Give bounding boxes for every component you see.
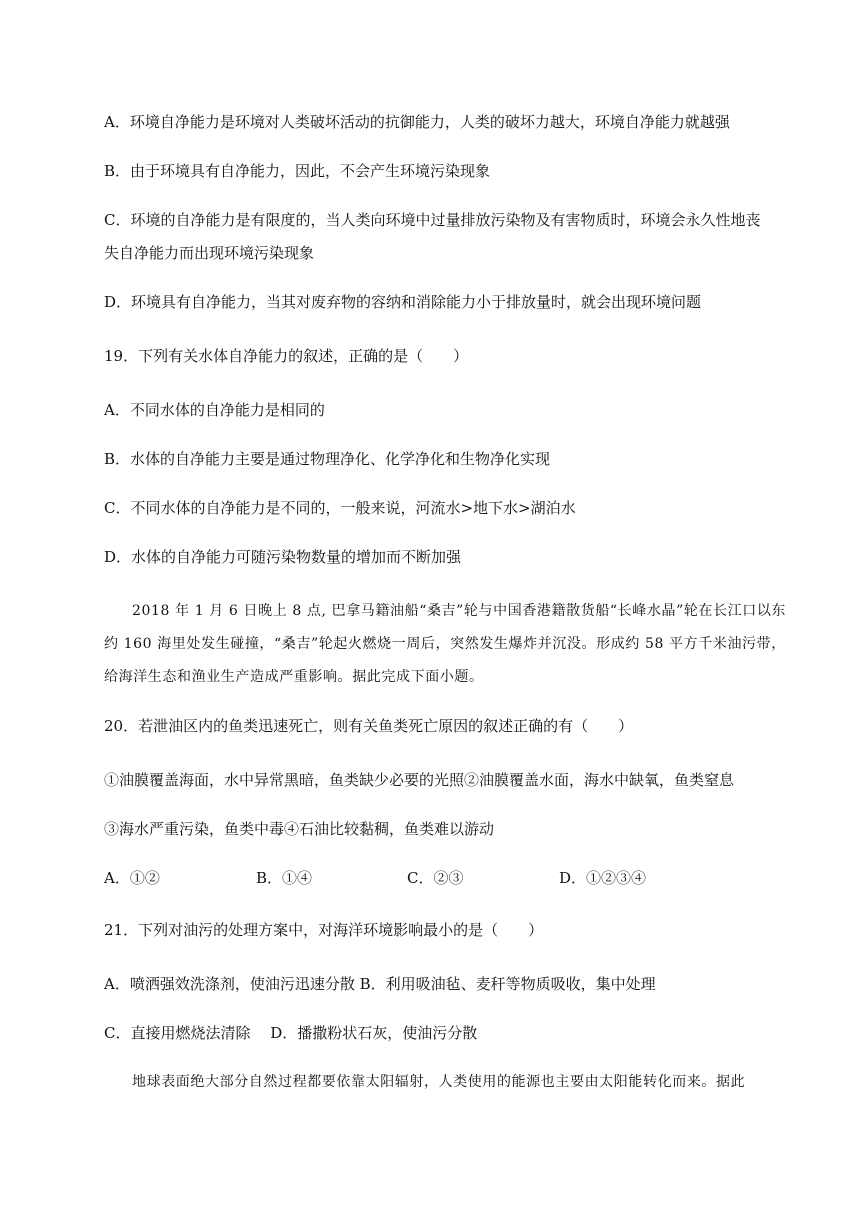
passage-solar [104,1072,794,1092]
q19-option-b: B．水体的自净能力主要是通过物理净化、化学净化和生物净化实现 [104,450,551,468]
q18-option-d: D．环境具有自净能力，当其对废弃物的容纳和消除能力小于排放量时，就会出现环境问题 [104,293,702,311]
q18-option-c-line1: C．环境的自净能力是有限度的，当人类向环境中过量排放污染物及有害物质时，环境会永久性地丧 [104,211,761,229]
q19-option-a: A．不同水体的自净能力是相同的 [104,401,325,419]
q18-option-a: A．环境自净能力是环境对人类破坏活动的抗御能力，人类的破坏力越大，环境自净能力就越强 [104,113,730,131]
q20-options-row [104,868,704,888]
q20-option-a: A．①② [104,869,160,887]
q20-option-c: C．②③ [407,869,464,887]
q19-stem: 19．下列有关水体自净能力的叙述，正确的是（ ） [104,347,469,365]
q19-option-c: C．不同水体的自净能力是不同的，一般来说，河流水>地下水>湖泊水 [104,499,576,517]
q18-option-b: B．由于环境具有自净能力，因此，不会产生环境污染现象 [104,162,491,180]
q19-option-d: D．水体的自净能力可随污染物数量的增加而不断加强 [104,548,462,566]
q21-options-cd: C．直接用燃烧法清除 D．播撒粉状石灰，使油污分散 [104,1024,478,1042]
q20-statement-line1: ①油膜覆盖海面，水中异常黑暗，鱼类缺少必要的光照②油膜覆盖水面，海水中缺氧，鱼类窒息 [104,771,735,789]
q21-stem: 21．下列对油污的处理方案中，对海洋环境影响最小的是（ ） [104,921,544,939]
passage-oil-spill-text: 2018 年 1 月 6 日晚上 8 点, 巴拿马籍油船“桑吉”轮与中国香港籍散货船“长峰水晶”轮在长江口以东约 160 海里处发生碰撞，“桑吉”轮起火燃烧一周后，突然发生爆炸并沉没。形成约 58 平方千米油污带，给海洋生态和渔业生产造成严重影响。据此完成下面小题。 [104,603,787,685]
q18-option-c-line2: 失自净能力而出现环境污染现象 [104,244,315,262]
q20-option-b: B．①④ [256,869,313,887]
passage-solar-text: 地球表面绝大部分自然过程都要依靠太阳辐射，人类使用的能源也主要由太阳能转化而来。据此 [132,1074,746,1090]
q20-statement-line2: ③海水严重污染，鱼类中毒④石油比较黏稠，鱼类难以游动 [104,820,495,838]
q20-option-d: D．①②③④ [559,869,647,887]
q20-stem: 20．若泄油区内的鱼类迅速死亡，则有关鱼类死亡原因的叙述正确的有（ ） [104,717,634,735]
q21-options-ab: A．喷洒强效洗涤剂，使油污迅速分散 B．利用吸油毡、麦秆等物质吸收，集中处理 [104,975,656,993]
passage-oil-spill [104,595,794,694]
